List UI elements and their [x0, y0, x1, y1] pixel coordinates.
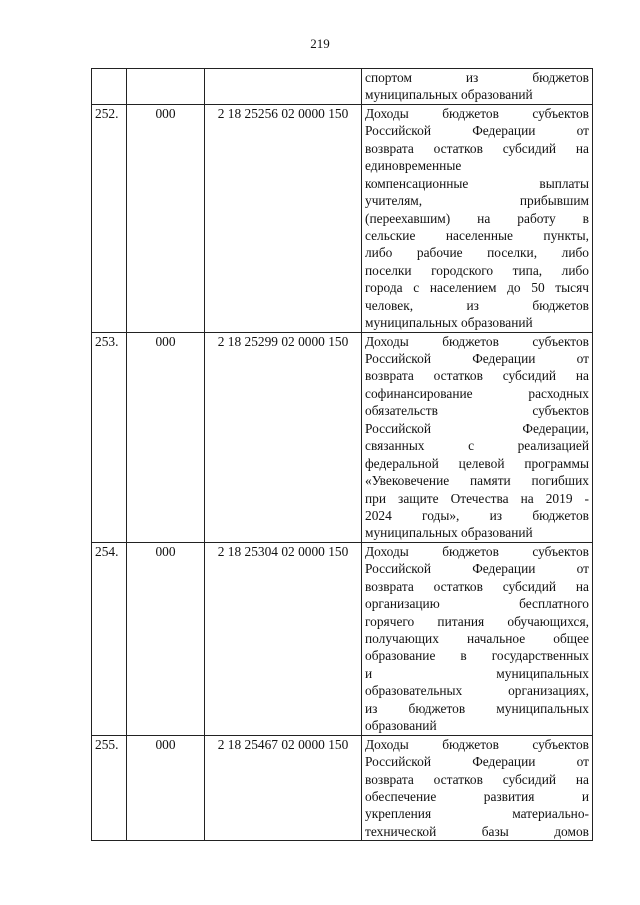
table-row — [92, 542, 593, 735]
description-line: Доходы бюджетов субъектов — [365, 105, 589, 121]
page-number: 219 — [310, 36, 330, 51]
description-cell — [362, 542, 593, 735]
budget-code-cell — [205, 69, 362, 105]
description-line: и муниципальных — [365, 665, 589, 681]
description-line: технической базы домов — [365, 823, 589, 839]
description-line: из бюджетов муниципальных — [365, 700, 589, 716]
description-line: образований — [365, 718, 437, 734]
row-number-cell — [92, 69, 127, 105]
admin-code-cell — [127, 69, 205, 105]
description-line: 2024 годы», из бюджетов — [365, 507, 589, 523]
description-cell — [362, 332, 593, 542]
description-line: единовременные — [365, 158, 462, 174]
admin-code-cell: 000 — [127, 104, 205, 332]
description-line: софинансирование расходных — [365, 385, 589, 401]
description-line: возврата остатков субсидий на — [365, 771, 589, 787]
description-line: обязательств субъектов — [365, 403, 589, 419]
table-row — [92, 735, 593, 841]
description-line: муниципальных образований — [365, 525, 533, 541]
description-line: сельские населенные пункты, — [365, 227, 589, 243]
budget-codes-table — [91, 68, 593, 841]
table-row — [92, 104, 593, 332]
row-number-cell: 255. — [92, 735, 127, 841]
description-line: Российской Федерации от — [365, 351, 589, 366]
description-line: обеспечение развития и — [365, 788, 589, 804]
description-line: либо рабочие поселки, либо — [365, 245, 589, 261]
description-line: укрепления материально- — [365, 806, 589, 822]
description-line: муниципальных образований — [365, 87, 533, 103]
budget-code-cell: 2 18 25256 02 0000 150 — [205, 104, 362, 332]
description-line: Российской Федерации от — [365, 123, 589, 139]
description-line: возврата остатков субсидий на — [365, 368, 589, 384]
description-line: Российской Федерации, — [365, 420, 589, 436]
table-row-continuation — [92, 69, 593, 105]
admin-code-cell: 000 — [127, 332, 205, 542]
row-number-cell: 252. — [92, 104, 127, 332]
description-line: получающих начальное общее — [365, 631, 589, 646]
admin-code-cell: 000 — [127, 735, 205, 841]
description-line: Российской Федерации от — [365, 754, 589, 770]
description-line: возврата остатков субсидий на — [365, 578, 589, 594]
description-line: человек, из бюджетов — [365, 297, 589, 313]
row-number-cell: 253. — [92, 332, 127, 542]
description-line: горячего питания обучающихся, — [365, 613, 589, 629]
description-line: «Увековечение памяти погибших — [365, 473, 589, 489]
description-line: возврата остатков субсидий на — [365, 140, 589, 156]
description-line: компенсационные выплаты — [365, 175, 589, 191]
description-line: организацию бесплатного — [365, 596, 589, 612]
description-line: муниципальных образований — [365, 315, 533, 331]
row-number-cell: 254. — [92, 542, 127, 735]
table-row — [92, 332, 593, 542]
description-line: образовательных организациях, — [365, 683, 589, 699]
description-cell — [362, 69, 593, 105]
description-line: (переехавшим) на работу в — [365, 210, 589, 226]
description-line: учителям, прибывшим — [365, 193, 589, 209]
admin-code-cell: 000 — [127, 542, 205, 735]
budget-code-cell: 2 18 25304 02 0000 150 — [205, 542, 362, 735]
description-line: Доходы бюджетов субъектов — [365, 736, 589, 752]
budget-code-cell: 2 18 25467 02 0000 150 — [205, 735, 362, 841]
budget-code-cell: 2 18 25299 02 0000 150 — [205, 332, 362, 542]
description-line: поселки городского типа, либо — [365, 262, 589, 278]
description-line: города с населением до 50 тысяч — [365, 280, 589, 296]
description-line: Российской Федерации от — [365, 561, 589, 577]
description-line: Доходы бюджетов субъектов — [365, 333, 589, 349]
description-line: образование в государственных — [365, 648, 589, 664]
description-line: Доходы бюджетов субъектов — [365, 543, 589, 559]
description-line: спортом из бюджетов — [365, 70, 589, 85]
description-cell — [362, 104, 593, 332]
description-line: федеральной целевой программы — [365, 455, 589, 471]
description-cell — [362, 735, 593, 841]
table-body — [92, 69, 593, 841]
description-line: при защите Отечества на 2019 - — [365, 490, 589, 506]
description-line: связанных с реализацией — [365, 438, 589, 454]
